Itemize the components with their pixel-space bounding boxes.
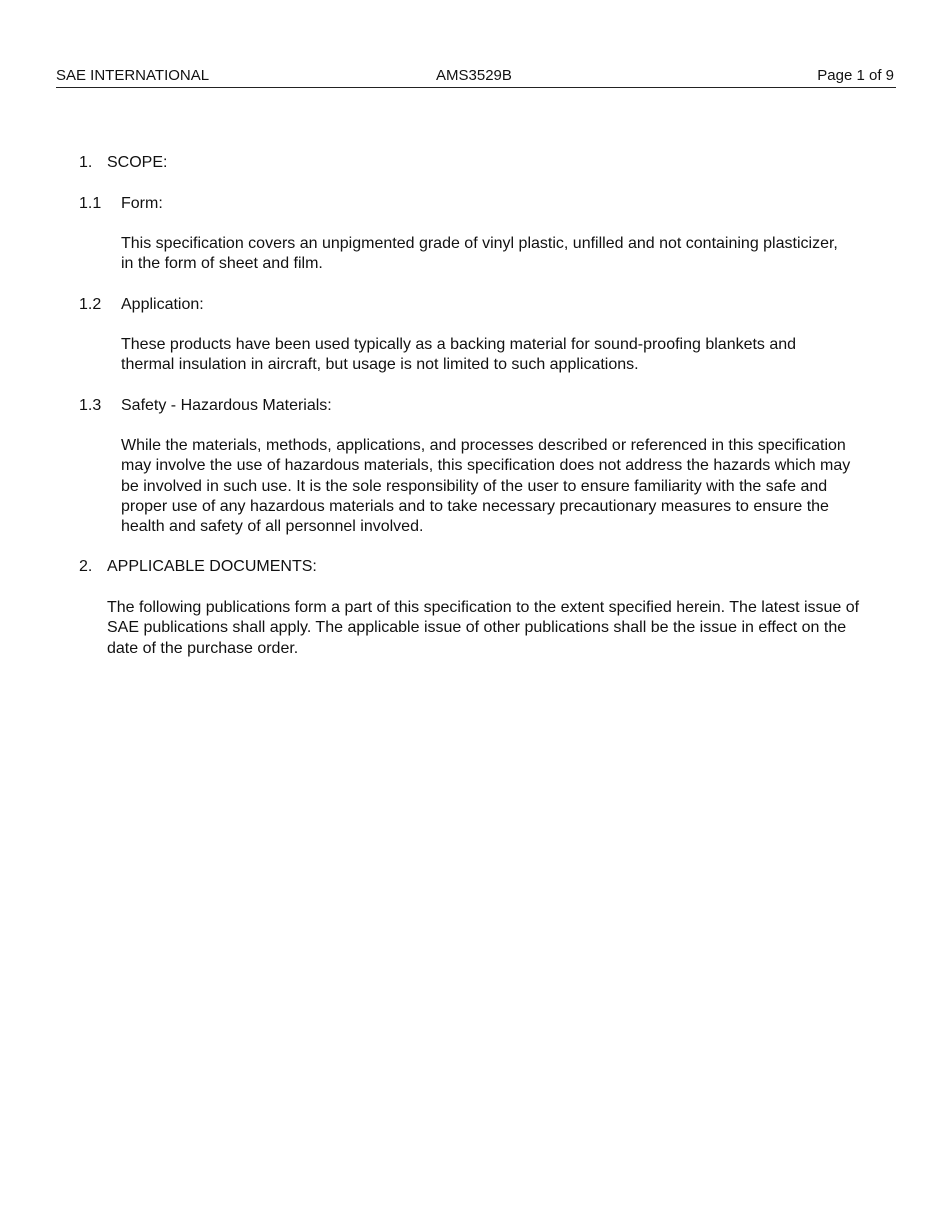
section-1-3-title: Safety - Hazardous Materials: xyxy=(121,397,332,414)
section-1-1-text: This specification covers an unpigmented grade of vinyl plastic, unfilled and not containing plasticizer, in the form of sheet and film. xyxy=(121,235,838,273)
section-2-number: 2. xyxy=(79,558,93,575)
section-1-2-title: Application: xyxy=(121,296,204,313)
section-1-1-number: 1.1 xyxy=(79,195,102,212)
header-page-number: Page 1 of 9 xyxy=(817,67,894,84)
section-1-title: SCOPE: xyxy=(107,154,168,171)
section-2-text: The following publications form a part of this specification to the extent specified herein. The latest issue of SAE publications shall apply. The applicable issue of other publications shall be the issue in effect on the date of the purchase order. xyxy=(107,599,860,657)
section-1-2-number: 1.2 xyxy=(79,296,102,313)
header-doc-id: AMS3529B xyxy=(436,67,512,84)
page-header xyxy=(56,66,896,88)
section-1-2-text: These products have been used typically as a backing material for sound-proofing blankets and thermal insulation in aircraft, but usage is not limited to such applications. xyxy=(121,336,797,374)
section-1-number: 1. xyxy=(79,154,93,171)
section-2-title: APPLICABLE DOCUMENTS: xyxy=(107,558,317,575)
header-org: SAE INTERNATIONAL xyxy=(56,67,210,84)
section-1-3-text: While the materials, methods, applications, and processes described or referenced in this specification may involve the use of hazardous materials, this specification does not address the hazards which may be involved in such use. It is the sole responsibility of the user to ensure familiarity with the safe and proper use of any hazardous materials and to take necessary precautionary measures to ensure the health and safety of all personnel involved. xyxy=(121,437,851,536)
section-1-3-number: 1.3 xyxy=(79,397,102,414)
section-1-1-title: Form: xyxy=(121,195,163,212)
